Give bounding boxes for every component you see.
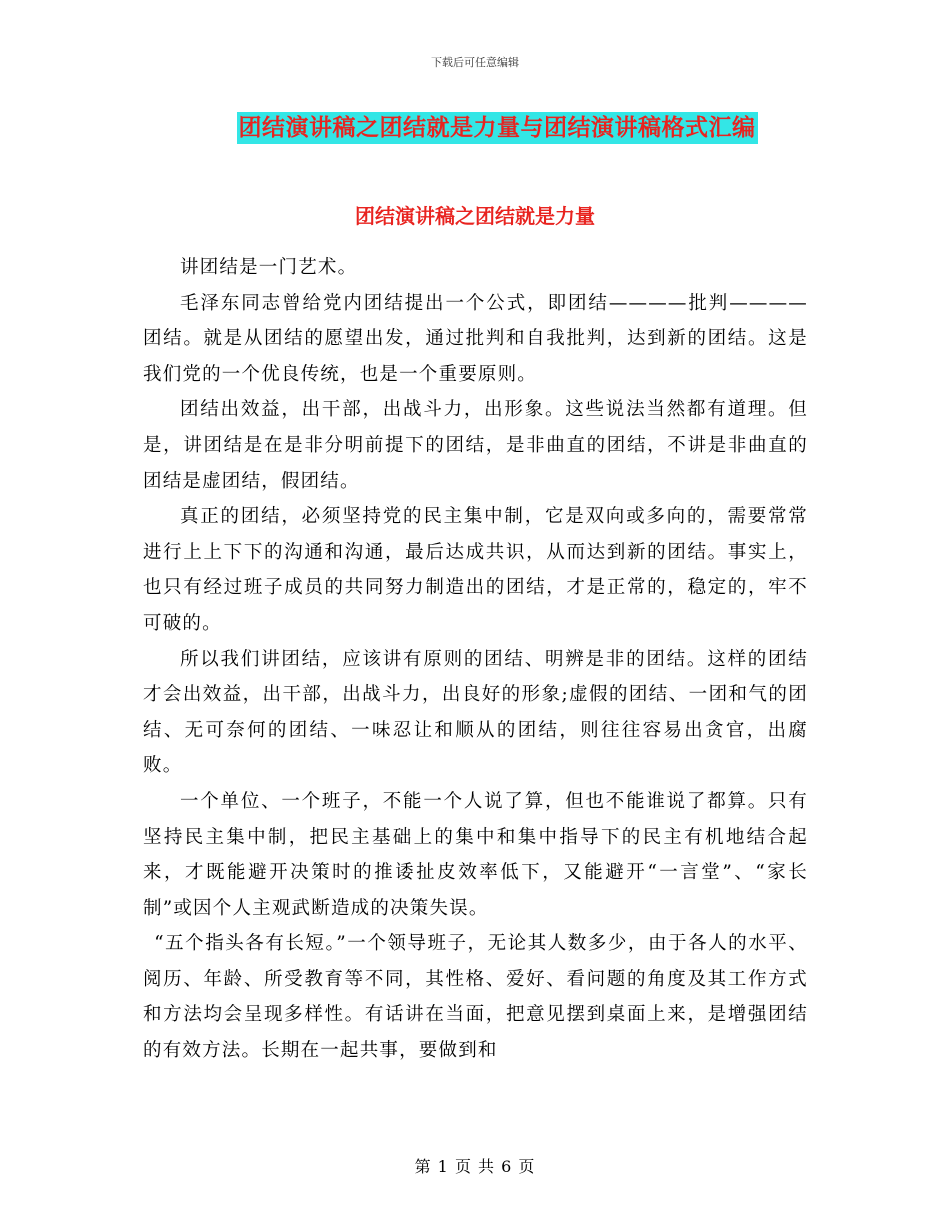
- paragraph: 一个单位、一个班子，不能一个人说了算，但也不能谁说了都算。只有坚持民主集中制，把民主基础上的集中和集中指导下的民主有机地结合起来，才既能避开决策时的推诿扯皮效率低下，又能避开“一言堂”、“家长制”或因个人主观武断造成的决策失误。: [143, 790, 808, 919]
- document-title-container: [0, 112, 950, 144]
- paragraph: 所以我们讲团结，应该讲有原则的团结、明辨是非的团结。这样的团结才会出效益，出干部，出战斗力，出良好的形象;虚假的团结、一团和气的团结、无可奈何的团结、一味忍让和顺从的团结，则往往容易出贪官，出腐败。: [143, 648, 808, 777]
- page-header-note: 下载后可任意编辑: [431, 56, 519, 69]
- paragraph: “五个指头各有长短。”一个领导班子，无论其人数多少，由于各人的水平、阅历、年龄、所受教育等不同，其性格、爱好、看问题的角度及其工作方式和方法均会呈现多样性。有话讲在当面，把意见摆到桌面上来，是增强团结的有效方法。长期在一起共事，要做到和: [143, 933, 808, 1062]
- document-body: [143, 250, 808, 1069]
- paragraph: 团结出效益，出干部，出战斗力，出形象。这些说法当然都有道理。但是，讲团结是在是非分明前提下的团结，是非曲直的团结，不讲是非曲直的团结是虚团结，假团结。: [143, 399, 808, 492]
- paragraph: 真正的团结，必须坚持党的民主集中制，它是双向或多向的，需要常常进行上上下下的沟通和沟通，最后达成共识，从而达到新的团结。事实上，也只有经过班子成员的共同努力制造出的团结，才是正常的，稳定的，牢不可破的。: [143, 506, 808, 634]
- document-title: 团结演讲稿之团结就是力量与团结演讲稿格式汇编: [237, 112, 758, 144]
- section-title: 团结演讲稿之团结就是力量: [355, 204, 595, 228]
- paragraph: 毛泽东同志曾给党内团结提出一个公式，即团结————批判————团结。就是从团结的愿望出发，通过批判和自我批判，达到新的团结。这是我们党的一个优良传统，也是一个重要原则。: [143, 292, 808, 385]
- page-number-footer: 第 1 页 共 6 页: [414, 1157, 536, 1176]
- paragraph: 讲团结是一门艺术。: [180, 257, 358, 278]
